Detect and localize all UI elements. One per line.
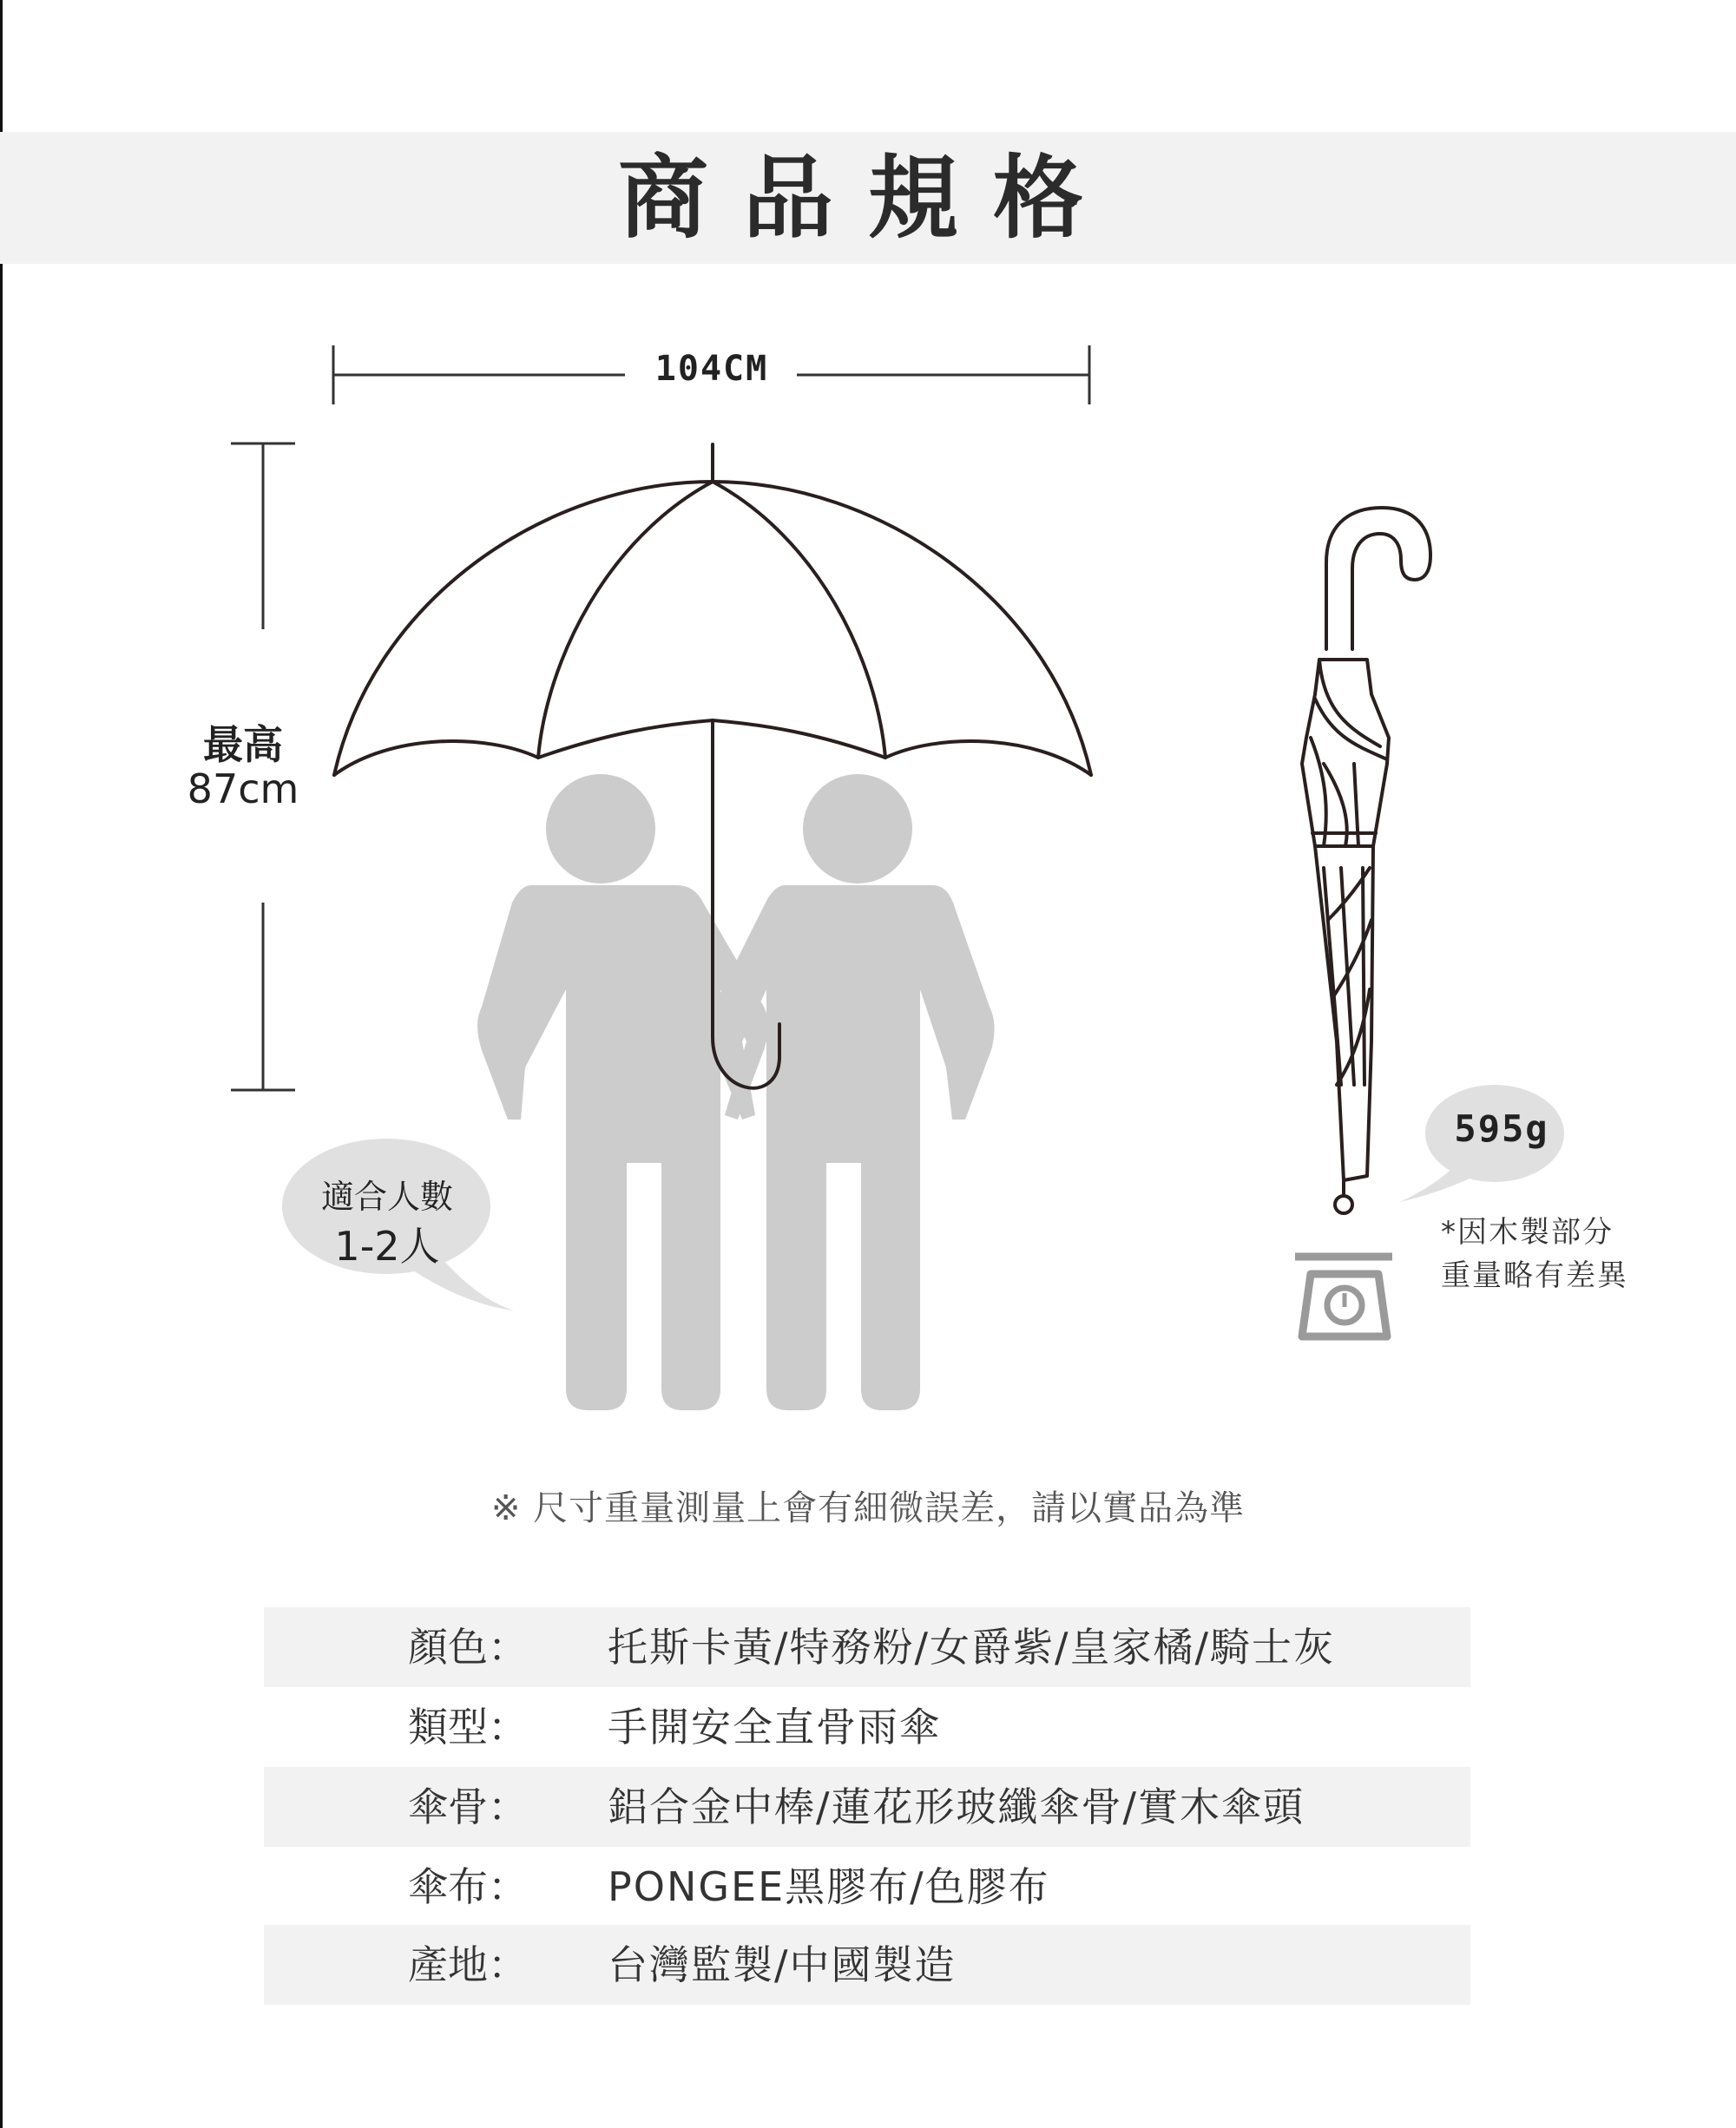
person-right-body — [709, 885, 995, 1410]
spec-value: 台灣監製/中國製造 — [608, 1941, 957, 1988]
scale-icon — [1295, 1257, 1392, 1337]
height-label-value: 87cm — [187, 765, 299, 812]
person-left-head — [546, 774, 655, 883]
width-label: 104CM — [654, 349, 769, 389]
people-figures — [477, 774, 995, 1410]
weight-value: 595g — [1454, 1107, 1549, 1150]
measurement-disclaimer: ※ 尺寸重量測量上會有細微誤差，請以實品為準 — [490, 1488, 1246, 1528]
spec-row-ribs — [264, 1767, 1470, 1847]
weight-note-line1: *因木製部分 — [1441, 1215, 1614, 1250]
spec-label: 顏色： — [408, 1624, 528, 1671]
spec-value: PONGEE黑膠布/色膠布 — [608, 1863, 1050, 1910]
spec-row-type — [264, 1687, 1470, 1767]
spec-value: 鋁合金中棒/蓮花形玻纖傘骨/實木傘頭 — [608, 1783, 1305, 1830]
spec-row-color — [264, 1607, 1470, 1687]
spec-label: 類型： — [408, 1704, 528, 1750]
spec-row-fabric — [264, 1847, 1470, 1927]
weight-note-line2: 重量略有差異 — [1441, 1258, 1628, 1293]
person-left-body — [477, 885, 768, 1410]
page-title: 商品規格 — [617, 145, 1118, 251]
capacity-label: 適合人數 — [320, 1178, 453, 1216]
closed-umbrella — [1302, 508, 1430, 1213]
person-right-head — [803, 774, 912, 883]
spec-label: 傘布： — [408, 1863, 528, 1910]
spec-row-origin — [264, 1925, 1470, 2005]
spec-label: 傘骨： — [408, 1783, 528, 1830]
capacity-value: 1-2人 — [334, 1223, 440, 1270]
spec-label: 產地： — [408, 1941, 528, 1988]
height-label-title: 最高 — [203, 721, 283, 768]
spec-value: 手開安全直骨雨傘 — [608, 1704, 941, 1750]
spec-value: 托斯卡黃/特務粉/女爵紫/皇家橘/騎士灰 — [608, 1624, 1335, 1671]
